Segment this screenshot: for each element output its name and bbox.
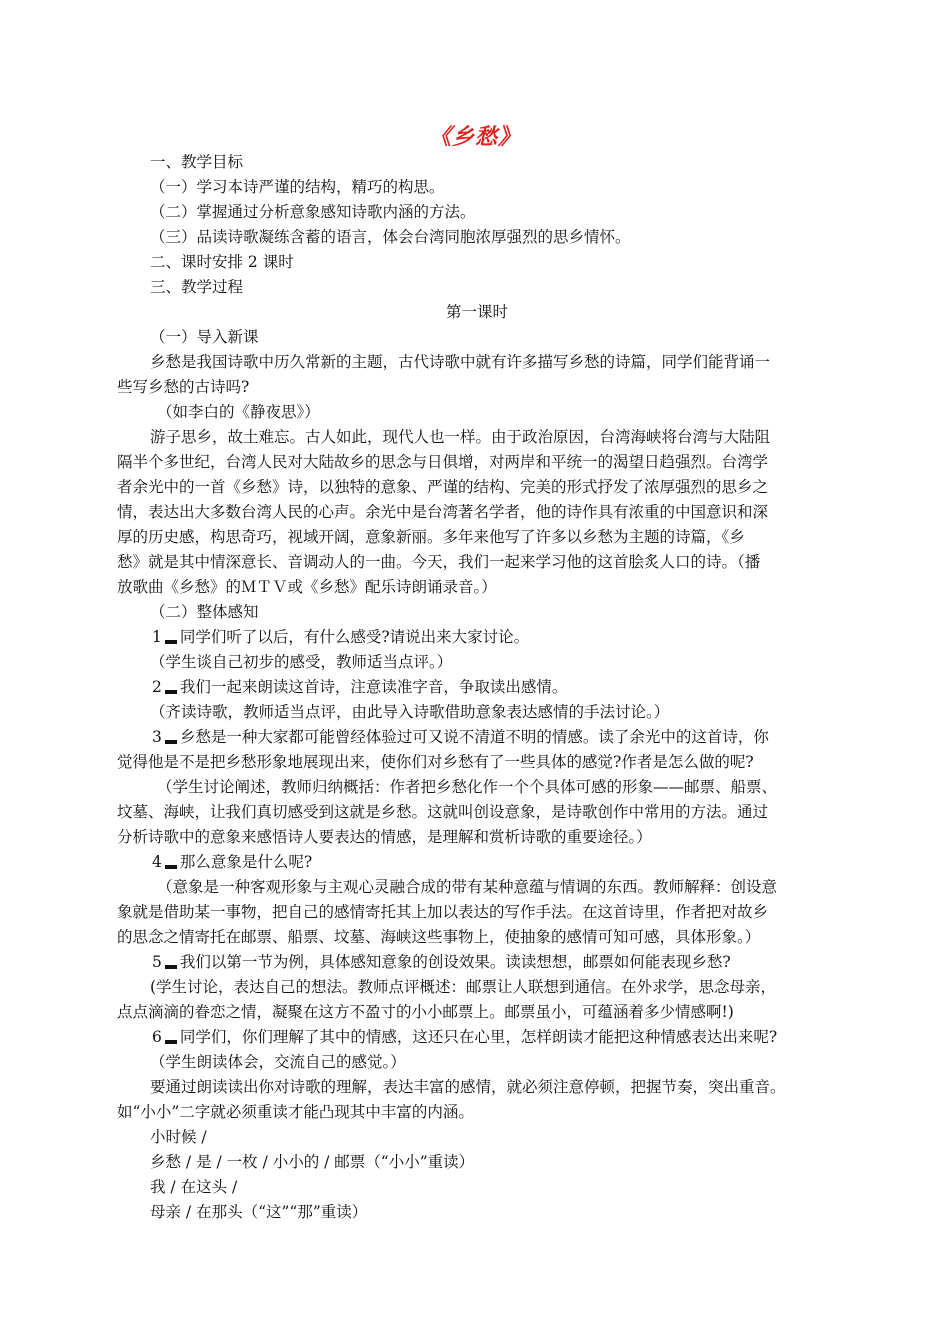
- text-line: [117, 600, 837, 625]
- text-line: [117, 875, 837, 900]
- line-text: 同学们，你们理解了其中的情感，这还只在心里，怎样朗读才能把这种情感表达出来呢?: [179, 1028, 778, 1046]
- line-text: 要通过朗读读出你对诗歌的理解，表达丰富的感情，就必须注意停顿，把握节奏，突出重音。: [150, 1078, 786, 1096]
- text-line: [117, 1075, 837, 1100]
- line-text: 乡愁 / 是 / 一枚 / 小小的 / 邮票（“小小”重读）: [150, 1153, 475, 1171]
- text-line: [117, 500, 837, 525]
- text-line: [117, 1050, 837, 1075]
- line-text: 隔半个多世纪，台湾人民对大陆故乡的思念与日俱增，对两岸和平统一的渴望日趋强烈。台湾学: [117, 453, 769, 471]
- text-line: [117, 825, 837, 850]
- line-text: 乡愁是一种大家都可能曾经体验过可又说不清道不明的情感。读了余光中的这首诗，你: [179, 728, 769, 746]
- item-number: 6: [152, 1028, 162, 1046]
- text-line: [117, 625, 837, 650]
- text-line: [117, 925, 837, 950]
- text-line: [117, 525, 837, 550]
- number-marker-icon: [165, 690, 177, 694]
- line-text: 觉得他是不是把乡愁形象地展现出来，使你们对乡愁有了一些具体的感觉?作者是怎么做的呢?: [117, 753, 754, 771]
- text-line: [117, 1000, 837, 1025]
- line-text: 我们以第一节为例，具体感知意象的创设效果。读读想想，邮票如何能表现乡愁?: [179, 953, 731, 971]
- text-line: [117, 350, 837, 375]
- number-marker-icon: [165, 1040, 177, 1044]
- text-line: [117, 175, 837, 200]
- line-text: 乡愁是我国诗歌中历久常新的主题，古代诗歌中就有许多描写乡愁的诗篇，同学们能背诵一: [150, 353, 771, 371]
- text-line: [117, 325, 837, 350]
- text-line: [117, 1175, 837, 1200]
- item-number: 4: [152, 853, 162, 871]
- line-text: 三、教学过程: [150, 278, 244, 296]
- text-line: [117, 1200, 837, 1225]
- text-line: [117, 650, 837, 675]
- text-line: [117, 275, 837, 300]
- line-text: 分析诗歌中的意象来感悟诗人要表达的情感，是理解和赏析诗歌的重要途径。）: [117, 828, 652, 846]
- line-text: （齐读诗歌，教师适当点评，由此导入诗歌借助意象表达感情的手法讨论。）: [150, 703, 670, 721]
- line-text: 我们一起来朗读这首诗，注意读准字音，争取读出感情。: [179, 678, 568, 696]
- line-text: 情，表达出大多数台湾人民的心声。余光中是台湾著名学者，他的诗作具有浓重的中国意识和深: [117, 503, 769, 521]
- text-line: [117, 575, 837, 600]
- item-number: 2: [152, 678, 162, 696]
- line-text: 的思念之情寄托在邮票、船票、坟墓、海峡这些事物上，使抽象的感情可知可感，具体形象。）: [117, 928, 761, 946]
- line-text: (学生讨论，表达自己的想法。教师点评概述：邮票让人联想到通信。在外求学，思念母亲，: [150, 978, 777, 996]
- item-number: 1: [152, 628, 162, 646]
- number-marker-icon: [165, 865, 177, 869]
- number-marker-icon: [165, 965, 177, 969]
- line-text: （如李白的《静夜思》）: [157, 403, 320, 421]
- text-line: [117, 375, 837, 400]
- line-text: 厚的历史感，构思奇巧，视域开阔，意象新丽。多年来他写了许多以乡愁为主题的诗篇，《乡: [117, 528, 745, 546]
- line-text: （二）整体感知: [150, 603, 259, 621]
- line-text: （学生谈自己初步的感受，教师适当点评。）: [150, 653, 453, 671]
- line-text: 那么意象是什么呢?: [179, 853, 313, 871]
- text-line: [117, 750, 837, 775]
- text-line: [117, 450, 837, 475]
- line-text: 小时候 /: [150, 1128, 207, 1146]
- number-marker-icon: [165, 740, 177, 744]
- line-text: 些写乡愁的古诗吗?: [117, 378, 250, 396]
- text-line: [117, 975, 837, 1000]
- line-text: 象就是借助某一事物，把自己的感情寄托其上加以表达的写作手法。在这首诗里，作者把对故乡: [117, 903, 769, 921]
- text-line: [117, 700, 837, 725]
- text-line: [117, 475, 837, 500]
- text-line: [117, 725, 837, 750]
- line-text: 者余光中的一首《乡愁》诗，以独特的意象、严谨的结构、完美的形式抒发了浓厚强烈的思乡之: [117, 478, 769, 496]
- item-number: 5: [152, 953, 162, 971]
- text-line: [117, 950, 837, 975]
- text-line: [117, 675, 837, 700]
- line-text: 同学们听了以后，有什么感受?请说出来大家讨论。: [179, 628, 530, 646]
- text-line: [117, 400, 837, 425]
- line-text: （意象是一种客观形象与主观心灵融合成的带有某种意蕴与情调的东西。教师解释：创设意: [157, 878, 778, 896]
- line-text: 点点滴滴的眷恋之情，凝聚在这方不盈寸的小小邮票上。邮票虽小，可蕴涵着多少情感啊!): [117, 1003, 734, 1021]
- text-line: [117, 1125, 837, 1150]
- text-line: [117, 425, 837, 450]
- line-text: （一）导入新课: [150, 328, 259, 346]
- text-line: [117, 250, 837, 275]
- line-text: （一）学习本诗严谨的结构，精巧的构思。: [150, 178, 445, 196]
- text-line: [117, 775, 837, 800]
- text-line: [117, 300, 837, 325]
- text-line: [117, 800, 837, 825]
- line-text: 母亲 / 在那头（“这”“那”重读）: [150, 1203, 368, 1221]
- line-text: 放歌曲《乡愁》的ＭＴＶ或《乡愁》配乐诗朗诵录音。）: [117, 578, 497, 596]
- text-line: [117, 200, 837, 225]
- line-text: 如“小小”二字就必须重读才能凸现其中丰富的内涵。: [117, 1103, 474, 1121]
- line-text: 二、课时安排 2 课时: [150, 253, 294, 271]
- text-line: [117, 1100, 837, 1125]
- document-title: 《乡愁》: [428, 124, 521, 150]
- line-text: 第一课时: [445, 303, 508, 321]
- text-line: [117, 1025, 837, 1050]
- line-text: 一、教学目标: [150, 153, 244, 171]
- text-line: [117, 900, 837, 925]
- line-text: （学生朗读体会，交流自己的感觉。）: [150, 1053, 406, 1071]
- document-body: [117, 150, 837, 1225]
- line-text: 我 / 在这头 /: [150, 1178, 238, 1196]
- text-line: [117, 150, 837, 175]
- line-text: （学生讨论阐述，教师归纳概括：作者把乡愁化作一个个具体可感的形象——邮票、船票、: [157, 778, 778, 796]
- text-line: [117, 1150, 837, 1175]
- line-text: （二）掌握通过分析意象感知诗歌内涵的方法。: [150, 203, 476, 221]
- line-text: 愁》就是其中情深意长、音调动人的一曲。今天，我们一起来学习他的这首脍炙人口的诗。（播: [117, 553, 761, 571]
- number-marker-icon: [165, 640, 177, 644]
- line-text: 游子思乡，故土难忘。古人如此，现代人也一样。由于政治原因，台湾海峡将台湾与大陆阻: [150, 428, 771, 446]
- text-line: [117, 225, 837, 250]
- line-text: （三）品读诗歌凝练含蓄的语言，体会台湾同胞浓厚强烈的思乡情怀。: [150, 228, 631, 246]
- text-line: [117, 550, 837, 575]
- item-number: 3: [152, 728, 162, 746]
- text-line: [117, 850, 837, 875]
- line-text: 坟墓、海峡，让我们真切感受到这就是乡愁。这就叫创设意象，是诗歌创作中常用的方法。通过: [117, 803, 769, 821]
